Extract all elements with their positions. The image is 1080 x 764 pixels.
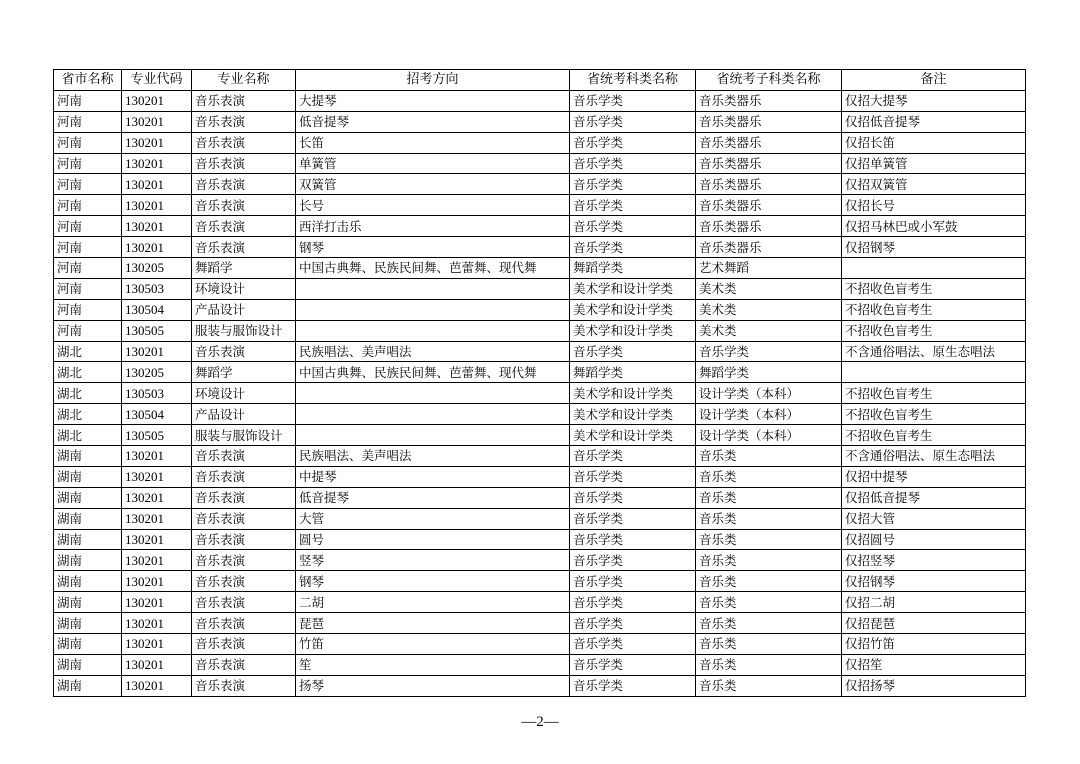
major-code-cell: 130201 bbox=[122, 508, 192, 529]
exam-category-cell: 音乐学类 bbox=[570, 446, 696, 467]
major-name-cell: 音乐表演 bbox=[192, 341, 296, 362]
header-cell-major-code: 专业代码 bbox=[122, 70, 192, 91]
remarks-cell: 不招收色盲考生 bbox=[842, 320, 1026, 341]
direction-cell: 竖琴 bbox=[296, 550, 570, 571]
exam-subcategory-cell: 音乐类器乐 bbox=[696, 237, 842, 258]
major-code-cell: 130201 bbox=[122, 466, 192, 487]
table-row bbox=[54, 592, 1026, 613]
exam-subcategory-cell: 音乐类器乐 bbox=[696, 111, 842, 132]
exam-subcategory-cell: 音乐类器乐 bbox=[696, 153, 842, 174]
table-row bbox=[54, 383, 1026, 404]
table-row bbox=[54, 362, 1026, 383]
major-code-cell: 130201 bbox=[122, 654, 192, 675]
exam-category-cell: 音乐学类 bbox=[570, 466, 696, 487]
direction-cell bbox=[296, 425, 570, 446]
remarks-cell: 仅招长号 bbox=[842, 195, 1026, 216]
remarks-cell: 不招收色盲考生 bbox=[842, 404, 1026, 425]
major-name-cell: 舞蹈学 bbox=[192, 362, 296, 383]
province-cell: 河南 bbox=[54, 237, 122, 258]
exam-subcategory-cell: 音乐类 bbox=[696, 508, 842, 529]
header-row bbox=[54, 70, 1026, 91]
remarks-cell: 仅招低音提琴 bbox=[842, 111, 1026, 132]
major-name-cell: 音乐表演 bbox=[192, 550, 296, 571]
remarks-cell: 仅招琵琶 bbox=[842, 613, 1026, 634]
major-name-cell: 音乐表演 bbox=[192, 466, 296, 487]
direction-cell bbox=[296, 299, 570, 320]
major-name-cell: 音乐表演 bbox=[192, 132, 296, 153]
major-name-cell: 音乐表演 bbox=[192, 613, 296, 634]
major-name-cell: 音乐表演 bbox=[192, 153, 296, 174]
major-code-cell: 130201 bbox=[122, 216, 192, 237]
province-cell: 湖南 bbox=[54, 654, 122, 675]
direction-cell: 双簧管 bbox=[296, 174, 570, 195]
remarks-cell: 仅招钢琴 bbox=[842, 571, 1026, 592]
major-code-cell: 130201 bbox=[122, 132, 192, 153]
exam-subcategory-cell: 音乐类 bbox=[696, 613, 842, 634]
direction-cell: 低音提琴 bbox=[296, 487, 570, 508]
direction-cell bbox=[296, 404, 570, 425]
table-row bbox=[54, 675, 1026, 696]
table-body bbox=[54, 90, 1026, 696]
province-cell: 河南 bbox=[54, 320, 122, 341]
major-name-cell: 音乐表演 bbox=[192, 195, 296, 216]
major-name-cell: 音乐表演 bbox=[192, 174, 296, 195]
header-cell-province: 省市名称 bbox=[54, 70, 122, 91]
exam-subcategory-cell: 设计学类（本科） bbox=[696, 383, 842, 404]
exam-category-cell: 音乐学类 bbox=[570, 90, 696, 111]
major-code-cell: 130201 bbox=[122, 675, 192, 696]
province-cell: 湖南 bbox=[54, 529, 122, 550]
table-header bbox=[54, 70, 1026, 91]
header-cell-major-name: 专业名称 bbox=[192, 70, 296, 91]
direction-cell: 长号 bbox=[296, 195, 570, 216]
direction-cell: 竹笛 bbox=[296, 634, 570, 655]
remarks-cell: 仅招竹笛 bbox=[842, 634, 1026, 655]
exam-category-cell: 音乐学类 bbox=[570, 508, 696, 529]
remarks-cell: 不含通俗唱法、原生态唱法 bbox=[842, 446, 1026, 467]
exam-subcategory-cell: 音乐类器乐 bbox=[696, 195, 842, 216]
direction-cell bbox=[296, 320, 570, 341]
direction-cell: 中国古典舞、民族民间舞、芭蕾舞、现代舞 bbox=[296, 258, 570, 279]
major-code-cell: 130505 bbox=[122, 425, 192, 446]
exam-category-cell: 音乐学类 bbox=[570, 613, 696, 634]
exam-subcategory-cell: 音乐类 bbox=[696, 571, 842, 592]
remarks-cell: 仅招笙 bbox=[842, 654, 1026, 675]
major-code-cell: 130503 bbox=[122, 278, 192, 299]
major-name-cell: 音乐表演 bbox=[192, 508, 296, 529]
major-name-cell: 舞蹈学 bbox=[192, 258, 296, 279]
header-cell-direction: 招考方向 bbox=[296, 70, 570, 91]
direction-cell: 低音提琴 bbox=[296, 111, 570, 132]
province-cell: 湖北 bbox=[54, 362, 122, 383]
major-code-cell: 130201 bbox=[122, 111, 192, 132]
major-code-cell: 130201 bbox=[122, 592, 192, 613]
major-code-cell: 130504 bbox=[122, 404, 192, 425]
major-name-cell: 音乐表演 bbox=[192, 90, 296, 111]
exam-subcategory-cell: 舞蹈学类 bbox=[696, 362, 842, 383]
major-code-cell: 130201 bbox=[122, 195, 192, 216]
province-cell: 湖南 bbox=[54, 613, 122, 634]
exam-subcategory-cell: 音乐类 bbox=[696, 550, 842, 571]
exam-subcategory-cell: 美术类 bbox=[696, 299, 842, 320]
exam-category-cell: 音乐学类 bbox=[570, 174, 696, 195]
direction-cell bbox=[296, 278, 570, 299]
major-code-cell: 130504 bbox=[122, 299, 192, 320]
exam-category-cell: 音乐学类 bbox=[570, 111, 696, 132]
admission-table bbox=[53, 69, 1026, 697]
exam-category-cell: 美术学和设计学类 bbox=[570, 320, 696, 341]
exam-category-cell: 美术学和设计学类 bbox=[570, 383, 696, 404]
major-code-cell: 130201 bbox=[122, 446, 192, 467]
major-name-cell: 环境设计 bbox=[192, 383, 296, 404]
province-cell: 湖南 bbox=[54, 508, 122, 529]
province-cell: 湖北 bbox=[54, 404, 122, 425]
remarks-cell bbox=[842, 258, 1026, 279]
major-code-cell: 130201 bbox=[122, 613, 192, 634]
table-row bbox=[54, 404, 1026, 425]
major-name-cell: 服装与服饰设计 bbox=[192, 320, 296, 341]
table-row bbox=[54, 529, 1026, 550]
remarks-cell bbox=[842, 362, 1026, 383]
remarks-cell: 仅招钢琴 bbox=[842, 237, 1026, 258]
remarks-cell: 不招收色盲考生 bbox=[842, 383, 1026, 404]
province-cell: 河南 bbox=[54, 299, 122, 320]
province-cell: 湖南 bbox=[54, 487, 122, 508]
major-code-cell: 130201 bbox=[122, 341, 192, 362]
province-cell: 湖北 bbox=[54, 425, 122, 446]
remarks-cell: 仅招长笛 bbox=[842, 132, 1026, 153]
major-code-cell: 130201 bbox=[122, 153, 192, 174]
major-code-cell: 130201 bbox=[122, 634, 192, 655]
province-cell: 湖北 bbox=[54, 341, 122, 362]
exam-subcategory-cell: 音乐类器乐 bbox=[696, 216, 842, 237]
exam-subcategory-cell: 音乐类 bbox=[696, 446, 842, 467]
province-cell: 河南 bbox=[54, 278, 122, 299]
major-name-cell: 音乐表演 bbox=[192, 571, 296, 592]
remarks-cell: 不含通俗唱法、原生态唱法 bbox=[842, 341, 1026, 362]
remarks-cell: 仅招扬琴 bbox=[842, 675, 1026, 696]
exam-subcategory-cell: 艺术舞蹈 bbox=[696, 258, 842, 279]
table-row bbox=[54, 634, 1026, 655]
major-code-cell: 130503 bbox=[122, 383, 192, 404]
table-row bbox=[54, 550, 1026, 571]
province-cell: 河南 bbox=[54, 111, 122, 132]
exam-category-cell: 音乐学类 bbox=[570, 487, 696, 508]
table-row bbox=[54, 654, 1026, 675]
major-code-cell: 130201 bbox=[122, 237, 192, 258]
exam-category-cell: 音乐学类 bbox=[570, 216, 696, 237]
province-cell: 湖南 bbox=[54, 466, 122, 487]
direction-cell: 单簧管 bbox=[296, 153, 570, 174]
province-cell: 河南 bbox=[54, 90, 122, 111]
exam-category-cell: 音乐学类 bbox=[570, 153, 696, 174]
exam-subcategory-cell: 音乐学类 bbox=[696, 341, 842, 362]
exam-subcategory-cell: 音乐类器乐 bbox=[696, 174, 842, 195]
province-cell: 湖南 bbox=[54, 550, 122, 571]
direction-cell: 钢琴 bbox=[296, 237, 570, 258]
major-name-cell: 音乐表演 bbox=[192, 216, 296, 237]
province-cell: 河南 bbox=[54, 258, 122, 279]
remarks-cell: 不招收色盲考生 bbox=[842, 425, 1026, 446]
major-code-cell: 130201 bbox=[122, 529, 192, 550]
table-row bbox=[54, 195, 1026, 216]
major-name-cell: 音乐表演 bbox=[192, 111, 296, 132]
exam-category-cell: 音乐学类 bbox=[570, 654, 696, 675]
table-row bbox=[54, 216, 1026, 237]
table-row bbox=[54, 571, 1026, 592]
direction-cell: 大管 bbox=[296, 508, 570, 529]
remarks-cell: 仅招大管 bbox=[842, 508, 1026, 529]
exam-subcategory-cell: 音乐类 bbox=[696, 529, 842, 550]
table-row bbox=[54, 446, 1026, 467]
direction-cell: 中提琴 bbox=[296, 466, 570, 487]
table-row bbox=[54, 341, 1026, 362]
province-cell: 湖南 bbox=[54, 446, 122, 467]
province-cell: 湖南 bbox=[54, 571, 122, 592]
header-cell-exam-category: 省统考科类名称 bbox=[570, 70, 696, 91]
major-name-cell: 服装与服饰设计 bbox=[192, 425, 296, 446]
exam-category-cell: 音乐学类 bbox=[570, 571, 696, 592]
exam-subcategory-cell: 音乐类 bbox=[696, 466, 842, 487]
remarks-cell: 仅招大提琴 bbox=[842, 90, 1026, 111]
table-row bbox=[54, 174, 1026, 195]
major-name-cell: 音乐表演 bbox=[192, 487, 296, 508]
major-name-cell: 音乐表演 bbox=[192, 446, 296, 467]
major-code-cell: 130201 bbox=[122, 174, 192, 195]
table-row bbox=[54, 111, 1026, 132]
exam-category-cell: 音乐学类 bbox=[570, 592, 696, 613]
major-name-cell: 音乐表演 bbox=[192, 237, 296, 258]
major-code-cell: 130205 bbox=[122, 362, 192, 383]
table-row bbox=[54, 132, 1026, 153]
exam-category-cell: 美术学和设计学类 bbox=[570, 278, 696, 299]
province-cell: 湖南 bbox=[54, 675, 122, 696]
major-code-cell: 130201 bbox=[122, 487, 192, 508]
remarks-cell: 仅招低音提琴 bbox=[842, 487, 1026, 508]
exam-category-cell: 音乐学类 bbox=[570, 634, 696, 655]
major-name-cell: 环境设计 bbox=[192, 278, 296, 299]
table-row bbox=[54, 237, 1026, 258]
direction-cell: 钢琴 bbox=[296, 571, 570, 592]
remarks-cell: 仅招马林巴或小军鼓 bbox=[842, 216, 1026, 237]
remarks-cell: 仅招二胡 bbox=[842, 592, 1026, 613]
exam-category-cell: 美术学和设计学类 bbox=[570, 425, 696, 446]
exam-subcategory-cell: 音乐类 bbox=[696, 675, 842, 696]
direction-cell: 民族唱法、美声唱法 bbox=[296, 446, 570, 467]
exam-subcategory-cell: 音乐类 bbox=[696, 592, 842, 613]
table-row bbox=[54, 487, 1026, 508]
major-name-cell: 产品设计 bbox=[192, 404, 296, 425]
direction-cell: 琵琶 bbox=[296, 613, 570, 634]
remarks-cell: 仅招圆号 bbox=[842, 529, 1026, 550]
major-name-cell: 音乐表演 bbox=[192, 654, 296, 675]
major-code-cell: 130201 bbox=[122, 550, 192, 571]
remarks-cell: 仅招双簧管 bbox=[842, 174, 1026, 195]
exam-category-cell: 音乐学类 bbox=[570, 341, 696, 362]
province-cell: 河南 bbox=[54, 216, 122, 237]
table-row bbox=[54, 613, 1026, 634]
table-row bbox=[54, 320, 1026, 341]
major-name-cell: 音乐表演 bbox=[192, 675, 296, 696]
direction-cell: 二胡 bbox=[296, 592, 570, 613]
direction-cell: 长笛 bbox=[296, 132, 570, 153]
exam-category-cell: 音乐学类 bbox=[570, 529, 696, 550]
exam-category-cell: 音乐学类 bbox=[570, 195, 696, 216]
table-row bbox=[54, 278, 1026, 299]
direction-cell: 圆号 bbox=[296, 529, 570, 550]
exam-category-cell: 美术学和设计学类 bbox=[570, 404, 696, 425]
direction-cell: 笙 bbox=[296, 654, 570, 675]
exam-subcategory-cell: 设计学类（本科） bbox=[696, 425, 842, 446]
major-code-cell: 130201 bbox=[122, 90, 192, 111]
exam-category-cell: 舞蹈学类 bbox=[570, 362, 696, 383]
province-cell: 河南 bbox=[54, 153, 122, 174]
exam-subcategory-cell: 美术类 bbox=[696, 278, 842, 299]
province-cell: 湖南 bbox=[54, 592, 122, 613]
exam-category-cell: 美术学和设计学类 bbox=[570, 299, 696, 320]
header-cell-remarks: 备注 bbox=[842, 70, 1026, 91]
exam-category-cell: 音乐学类 bbox=[570, 237, 696, 258]
exam-subcategory-cell: 音乐类 bbox=[696, 654, 842, 675]
table-row bbox=[54, 299, 1026, 320]
major-name-cell: 音乐表演 bbox=[192, 529, 296, 550]
major-code-cell: 130505 bbox=[122, 320, 192, 341]
direction-cell: 中国古典舞、民族民间舞、芭蕾舞、现代舞 bbox=[296, 362, 570, 383]
remarks-cell: 不招收色盲考生 bbox=[842, 299, 1026, 320]
remarks-cell: 仅招竖琴 bbox=[842, 550, 1026, 571]
exam-category-cell: 音乐学类 bbox=[570, 132, 696, 153]
province-cell: 河南 bbox=[54, 174, 122, 195]
major-name-cell: 音乐表演 bbox=[192, 592, 296, 613]
major-name-cell: 音乐表演 bbox=[192, 634, 296, 655]
direction-cell: 民族唱法、美声唱法 bbox=[296, 341, 570, 362]
remarks-cell: 仅招单簧管 bbox=[842, 153, 1026, 174]
province-cell: 湖北 bbox=[54, 383, 122, 404]
exam-subcategory-cell: 设计学类（本科） bbox=[696, 404, 842, 425]
exam-subcategory-cell: 音乐类器乐 bbox=[696, 132, 842, 153]
header-cell-exam-subcategory: 省统考子科类名称 bbox=[696, 70, 842, 91]
admission-table-container bbox=[53, 69, 1025, 697]
major-code-cell: 130205 bbox=[122, 258, 192, 279]
direction-cell: 西洋打击乐 bbox=[296, 216, 570, 237]
table-row bbox=[54, 425, 1026, 446]
exam-category-cell: 音乐学类 bbox=[570, 550, 696, 571]
exam-subcategory-cell: 音乐类器乐 bbox=[696, 90, 842, 111]
exam-subcategory-cell: 美术类 bbox=[696, 320, 842, 341]
direction-cell: 扬琴 bbox=[296, 675, 570, 696]
table-row bbox=[54, 258, 1026, 279]
major-code-cell: 130201 bbox=[122, 571, 192, 592]
table-row bbox=[54, 153, 1026, 174]
exam-category-cell: 音乐学类 bbox=[570, 675, 696, 696]
direction-cell bbox=[296, 383, 570, 404]
page-number: —2— bbox=[521, 714, 559, 730]
table-row bbox=[54, 508, 1026, 529]
province-cell: 湖南 bbox=[54, 634, 122, 655]
major-name-cell: 产品设计 bbox=[192, 299, 296, 320]
direction-cell: 大提琴 bbox=[296, 90, 570, 111]
exam-subcategory-cell: 音乐类 bbox=[696, 634, 842, 655]
exam-category-cell: 舞蹈学类 bbox=[570, 258, 696, 279]
table-row bbox=[54, 466, 1026, 487]
table-row bbox=[54, 90, 1026, 111]
remarks-cell: 仅招中提琴 bbox=[842, 466, 1026, 487]
province-cell: 河南 bbox=[54, 132, 122, 153]
province-cell: 河南 bbox=[54, 195, 122, 216]
remarks-cell: 不招收色盲考生 bbox=[842, 278, 1026, 299]
exam-subcategory-cell: 音乐类 bbox=[696, 487, 842, 508]
